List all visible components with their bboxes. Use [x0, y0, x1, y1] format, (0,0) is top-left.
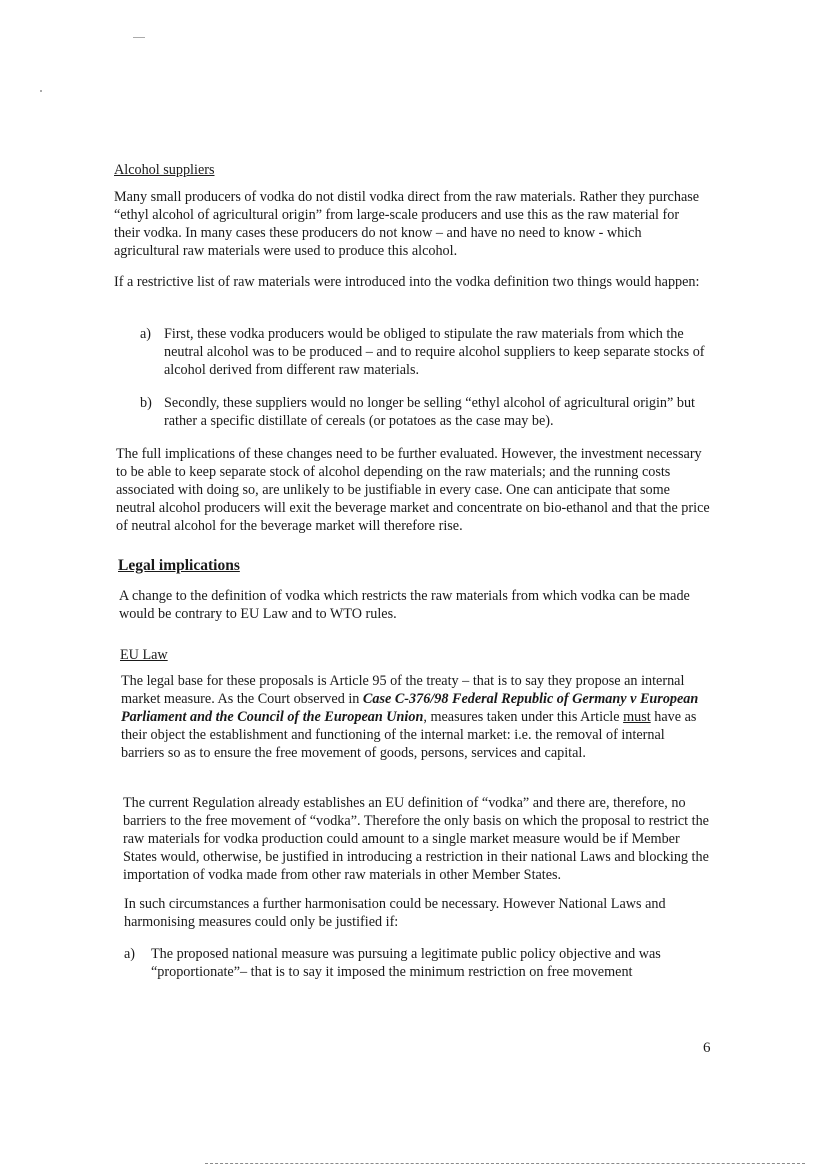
- paragraph: A change to the definition of vodka which restricts the raw materials from which vodka can be made would be contrary to EU Law and to WTO rules.: [119, 588, 690, 622]
- case-citation: Case C-376/98 Federal Republic of Germany v European Parliament and the Council of the European Union: [121, 691, 699, 725]
- paragraph: In such circumstances a further harmonisation could be necessary. However National Laws and harmonising measures could only be justified if:: [124, 896, 666, 930]
- list-marker: a): [124, 946, 136, 962]
- list-marker: b): [140, 395, 152, 411]
- section-heading-legal-implications: Legal implications: [118, 557, 240, 574]
- list-item-text: The proposed national measure was pursuing a legitimate public policy objective and was “proportionate”– that is to say it imposed the minimum restriction on free movement: [151, 946, 661, 980]
- list-marker: a): [140, 326, 152, 342]
- paragraph: If a restrictive list of raw materials were introduced into the vodka definition two things would happen:: [114, 274, 700, 290]
- paragraph-text: , measures taken under this Article: [423, 709, 624, 725]
- scan-speck: [133, 37, 145, 38]
- paragraph-text: The legal base for these proposals is Article 95 of the treaty – that is to say they propose an internal market measure. As the Court observed in: [121, 673, 685, 707]
- paragraph: [121, 672, 709, 762]
- section-heading-alcohol-suppliers: Alcohol suppliers: [114, 162, 215, 178]
- list-item-text: First, these vodka producers would be obliged to stipulate the raw materials from which the neutral alcohol was to be produced – and to require alcohol suppliers to keep separate stocks of alcohol derived from different raw materials.: [164, 326, 705, 378]
- paragraph: The current Regulation already establishes an EU definition of “vodka” and there are, therefore, no barriers to the free movement of “vodka”. Therefore the only basis on which the proposal to restrict the raw materials for vodka production could amount to a single market measure would be if Member States would, otherwise, be justified in introducing a restriction in their national Laws and blocking the importation of vodka made from other raw materials in other Member States.: [123, 795, 709, 883]
- scan-speck: [40, 90, 42, 92]
- page-number: 6: [703, 1040, 711, 1056]
- paragraph: Many small producers of vodka do not distil vodka direct from the raw materials. Rather they purchase “ethyl alcohol of agricultural origin” from large-scale producers and use this as the raw material for their vodka. In many cases these producers do not know – and have no need to know - which agricultural raw materials were used to produce this alcohol.: [114, 189, 700, 259]
- list-item-text: Secondly, these suppliers would no longer be selling “ethyl alcohol of agricultural origin” but rather a specific distillate of cereals (or potatoes as the case may be).: [164, 395, 695, 429]
- paragraph-text: have as their object the establishment and functioning of the internal market: i.e. the removal of internal barriers so as to ensure the free movement of goods, persons, services and capital.: [121, 709, 697, 761]
- subheading-eu-law: EU Law: [120, 647, 168, 663]
- scan-edge-line: [205, 1163, 805, 1164]
- emphasis-must: must: [623, 709, 651, 725]
- paragraph: The full implications of these changes need to be further evaluated. However, the investment necessary to be able to keep separate stock of alcohol depending on the raw materials; and the running costs associated with doing so, are unlikely to be justifiable in every case. One can anticipate that some neutral alcohol producers will exit the beverage market and concentrate on bio-ethanol and that the price of neutral alcohol for the beverage market will therefore rise.: [116, 446, 710, 534]
